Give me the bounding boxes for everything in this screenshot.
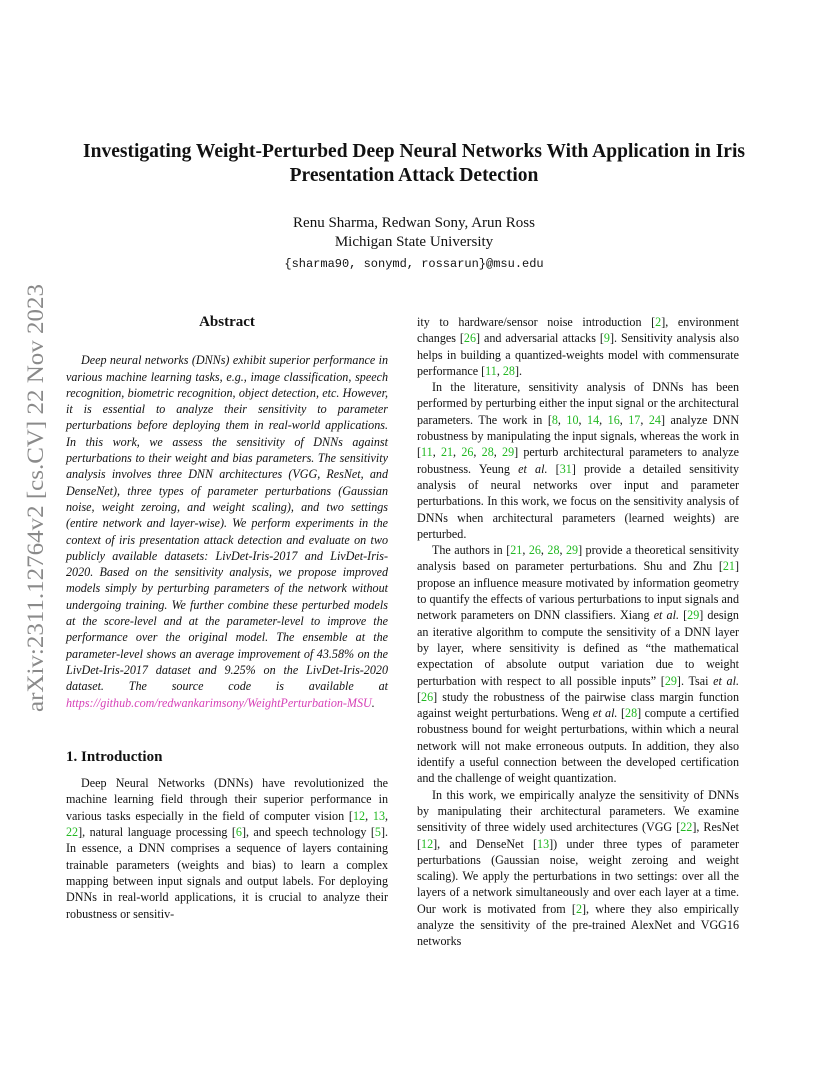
paragraph-text: ] design an iterative algorithm to compute the sensitivity of a DNN layer by layer, where sensitivity is defined as “the mathematical expectation of absolute output variation due to weight perturbation with respect to all possible inputs” [ bbox=[417, 608, 739, 688]
paragraph-text: The authors in [ bbox=[432, 543, 511, 558]
paragraph-text: ] study the robustness of the pairwise class margin function against weight perturbations. Weng bbox=[417, 689, 739, 721]
intro-paragraph-1 bbox=[66, 775, 388, 922]
paragraph-text: , bbox=[559, 543, 566, 558]
title-line-1: Investigating Weight-Perturbed Deep Neural Networks With Application in Iris bbox=[83, 141, 745, 162]
citation-link[interactable]: 21 bbox=[440, 445, 454, 460]
citation-link[interactable]: 14 bbox=[587, 412, 600, 427]
citation-link[interactable]: 29 bbox=[565, 543, 579, 558]
citation-link[interactable]: 28 bbox=[547, 543, 560, 558]
paragraph-text: ], natural language processing [ bbox=[78, 825, 236, 840]
paragraph-text: , bbox=[432, 445, 441, 460]
paragraph-text: ] perturb architectural parameters to analyze robustness. Yeung bbox=[417, 445, 740, 476]
citation-link[interactable]: 6 bbox=[235, 825, 242, 840]
citation-link[interactable]: 29 bbox=[687, 608, 700, 623]
citation-link[interactable]: 28 bbox=[625, 706, 638, 721]
citation-link[interactable]: 22 bbox=[680, 820, 693, 835]
paragraph-text: ]. Sensitivity analysis also helps in building a quantized-weights model with commensurate performance [ bbox=[417, 331, 739, 378]
paragraph-text: , bbox=[557, 412, 567, 427]
paragraph-text: ] propose an influence measure motivated by information geometry to quantify the effects of various perturbations to input signals and network parameters on DNN classifiers. Xiang bbox=[417, 559, 739, 623]
et-al-text: et al. bbox=[653, 608, 679, 623]
citation-link[interactable]: 26 bbox=[528, 543, 541, 558]
title-line-2: Presentation Attack Detection bbox=[289, 165, 539, 186]
citation-link[interactable]: 8 bbox=[551, 412, 558, 427]
paragraph-text: , bbox=[540, 543, 548, 558]
right-paragraph-4 bbox=[417, 787, 739, 950]
paragraph-text: , bbox=[453, 445, 462, 460]
author-emails: {sharma90, sonymd, rossarun}@msu.edu bbox=[284, 257, 544, 271]
paragraph-text: [ bbox=[678, 608, 688, 623]
paragraph-text: , bbox=[473, 445, 482, 460]
paragraph-text: ], where they also empirically analyze the sensitivity of the pre-trained AlexNet and VGG16 networks bbox=[417, 901, 739, 949]
citation-link[interactable]: 17 bbox=[628, 412, 641, 427]
citation-link[interactable]: 24 bbox=[648, 412, 661, 427]
paragraph-text: ], environment changes [ bbox=[417, 315, 739, 346]
paragraph-text: , bbox=[522, 543, 529, 558]
paragraph-text: , bbox=[599, 412, 608, 427]
citation-link[interactable]: 31 bbox=[559, 461, 572, 476]
paragraph-text: , bbox=[496, 363, 503, 378]
citation-link[interactable]: 29 bbox=[502, 445, 515, 460]
paragraph-text: [ bbox=[617, 706, 626, 721]
paragraph-text: ] provide a detailed sensitivity analysis of neural networks over input and parameter perturbations. In this work, we focus on the sensitivity analysis of DNNs when architectural parameters (learned weights) are perturbed. bbox=[417, 461, 739, 541]
paragraph-text: [ bbox=[547, 461, 560, 476]
paragraph-text: , bbox=[493, 445, 503, 460]
paragraph-text: Deep Neural Networks (DNNs) have revolutionized the machine learning field through their superior performance in various tasks especially in the field of computer vision [ bbox=[66, 776, 388, 823]
abstract-text: Deep neural networks (DNNs) exhibit superior performance in various machine learning tasks, e.g., image classification, speech recognition, biometric recognition, object detection, etc. However, it is essential to analyze their sensitivity to parameter perturbations before deploying them in real-world applications. In this work, we assess the sensitivity of DNNs against perturbations to their weight and bias parameters. The sensitivity analysis involves three DNN architectures (VGG, ResNet, and DenseNet), three types of parameter perturbations (Gaussian noise, weight zeroing, and weight scaling), and two settings (entire network and layer-wise). We perform experiments in the context of iris presentation attack detection and evaluate on two publicly available datasets: LivDet-Iris-2017 and LivDet-Iris-2020. Based on the sensitivity analysis, we propose improved models simply by perturbing parameters of the network without undergoing training. We further combine these perturbed models at the score-level and at the parameter-level to improve the performance over the original model. The ensemble at the parameter-level shows an average improvement of 43.58% on the LivDet-Iris-2017 dataset and 9.25% on the LivDet-Iris-2020 dataset. The source code is available at https://github.com/redwankarimsony/WeightPerturbation-MSU. bbox=[66, 353, 388, 710]
et-al-text: et al. bbox=[592, 706, 618, 721]
author-block bbox=[40, 214, 788, 274]
arxiv-identifier: arXiv:2311.12764v2 [cs.CV] 22 Nov 2023 bbox=[23, 318, 48, 712]
citation-link[interactable]: 2 bbox=[575, 901, 582, 916]
citation-link[interactable]: 11 bbox=[421, 445, 433, 460]
paragraph-text: , bbox=[640, 412, 649, 427]
paragraph-text: ] compute a certified robustness bound for weight perturbations, within which a neural network will not make erroneous outputs. In addition, they also identify a useful connection between the developed certification and the challenge of weight quantization. bbox=[417, 706, 739, 786]
author-names: Renu Sharma, Redwan Sony, Arun Ross bbox=[293, 215, 535, 231]
citation-link[interactable]: 26 bbox=[461, 445, 474, 460]
citation-link[interactable]: 5 bbox=[374, 825, 381, 840]
paper-title bbox=[40, 140, 788, 188]
citation-link[interactable]: 26 bbox=[463, 331, 477, 346]
citation-link[interactable]: 28 bbox=[481, 445, 494, 460]
paragraph-text: ] and adversarial attacks [ bbox=[476, 331, 604, 346]
citation-link[interactable]: 12 bbox=[352, 808, 366, 823]
et-al-text: et al. bbox=[518, 461, 548, 476]
paragraph-text: ], and DenseNet [ bbox=[433, 836, 538, 851]
paragraph-text: , bbox=[619, 412, 629, 427]
left-column bbox=[66, 314, 388, 922]
paragraph-text: In the literature, sensitivity analysis of DNNs has been performed by perturbing either the input signal or the architectural parameters. The work in [ bbox=[417, 380, 739, 427]
citation-link[interactable]: 10 bbox=[566, 412, 579, 427]
arxiv-side-stamp bbox=[22, 282, 50, 712]
citation-link[interactable]: 12 bbox=[421, 836, 434, 851]
source-code-link[interactable]: https://github.com/redwankarimsony/WeightPerturbation-MSU bbox=[66, 695, 372, 710]
citation-link[interactable]: 9 bbox=[603, 331, 610, 346]
right-paragraph-3 bbox=[417, 542, 739, 786]
citation-link[interactable]: 26 bbox=[421, 689, 434, 704]
paragraph-text: ] analyze DNN robustness by manipulating the input signals, whereas the work in [ bbox=[417, 412, 740, 460]
citation-link[interactable]: 28 bbox=[502, 363, 515, 378]
paragraph-text: ]. Tsai bbox=[676, 673, 714, 688]
citation-link[interactable]: 29 bbox=[664, 673, 677, 688]
right-column bbox=[417, 314, 739, 950]
citation-link[interactable]: 22 bbox=[66, 825, 79, 840]
citation-link[interactable]: 16 bbox=[607, 412, 620, 427]
paragraph-text: In this work, we empirically analyze the sensitivity of DNNs by manipulating their architectural parameters. We examine sensitivity of three widely used architectures (VGG [ bbox=[417, 787, 739, 835]
citation-link[interactable]: 21 bbox=[510, 543, 523, 558]
paragraph-text: , bbox=[384, 808, 389, 823]
citation-link[interactable]: 21 bbox=[722, 559, 735, 574]
paragraph-text: ]. In essence, a DNN comprises a sequence of layers containing trainable parameters (weights and bias) to learn a complex mapping between input signals and output labels. For deploying DNNs in real-world applications, it is crucial to analyze their robustness or sensitiv- bbox=[66, 825, 388, 921]
paragraph-text: ], ResNet [ bbox=[417, 820, 739, 851]
right-paragraph-2 bbox=[417, 379, 739, 542]
citation-link[interactable]: 13 bbox=[372, 808, 385, 823]
paragraph-text: ]. bbox=[514, 363, 523, 378]
abstract-heading: Abstract bbox=[199, 314, 255, 330]
et-al-text: et al. bbox=[713, 673, 739, 688]
paragraph-text: ]) under three types of parameter perturbations (Gaussian noise, weight zeroing and weight scaling). We apply the perturbations in two settings: over all the layers of a network simultaneously and over each layer at a time. Our work is motivated from [ bbox=[417, 836, 739, 916]
right-paragraph-1 bbox=[417, 314, 739, 379]
paragraph-text: ], and speech technology [ bbox=[241, 825, 375, 840]
affiliation: Michigan State University bbox=[334, 234, 494, 250]
section-heading-introduction: 1. Introduction bbox=[66, 748, 163, 765]
paragraph-text: , bbox=[578, 412, 588, 427]
paragraph-text: ] provide a theoretical sensitivity analysis based on parameter perturbations. Shu and Zhu [ bbox=[417, 543, 739, 574]
paper-header bbox=[40, 140, 788, 274]
citation-link[interactable]: 13 bbox=[537, 836, 550, 851]
paragraph-text: , bbox=[365, 808, 373, 823]
citation-link[interactable]: 2 bbox=[655, 315, 662, 329]
citation-link[interactable]: 11 bbox=[485, 363, 497, 378]
paragraph-text: ity to hardware/sensor noise introduction [ bbox=[417, 315, 656, 329]
paragraph-text: [ bbox=[417, 689, 422, 704]
